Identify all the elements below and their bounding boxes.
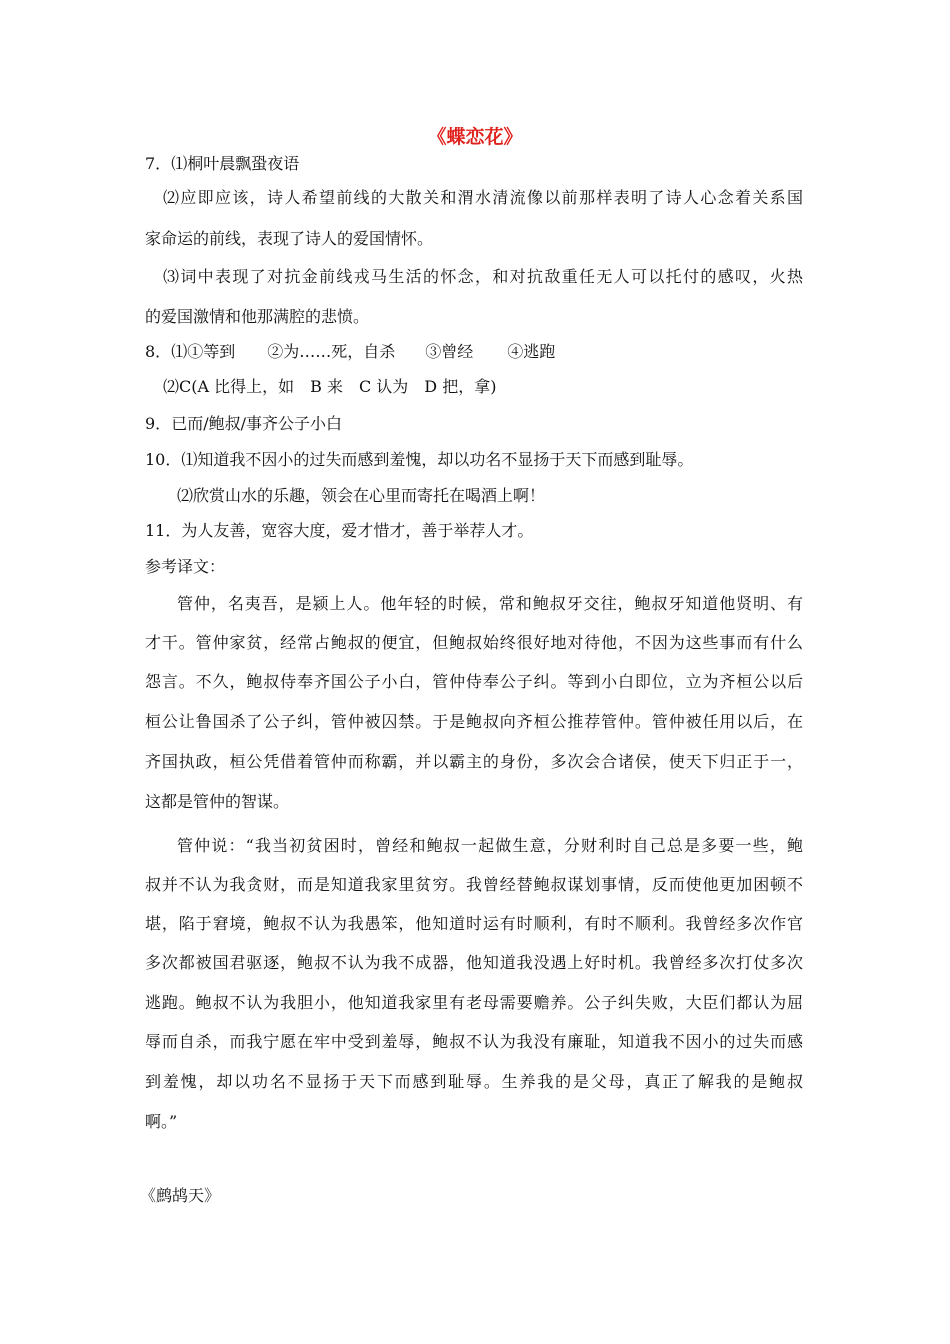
- q11-number: 11．: [145, 521, 182, 540]
- q8-number: 8．: [145, 342, 172, 361]
- q8-answer-1c: ③曾经: [425, 342, 474, 361]
- q7-answer-2-line-2: 家命运的前线，表现了诗人的爱国情怀。: [145, 229, 434, 248]
- para2-text: 到羞愧，却以功名不显扬于天下而感到耻辱。生养我的是父母，真正了解我的是鲍叔: [145, 1072, 803, 1091]
- q9-answer: 已而/鲍叔/事齐公子小白: [171, 414, 342, 433]
- para1-line: [145, 711, 803, 733]
- para1-line: 这都是管仲的智谋。: [145, 792, 290, 811]
- q8-answer-1b: ②为……死，自杀: [267, 342, 396, 361]
- q10-number: 10．: [145, 450, 182, 469]
- para2-line: [145, 992, 803, 1014]
- para1-text: 齐国执政，桓公凭借着管仲而称霸，并以霸主的身份，多次会合诸侯，使天下归正于一，: [145, 752, 803, 771]
- para2-line: [145, 952, 803, 974]
- para1-text: 桓公让鲁国杀了公子纠，管仲被囚禁。于是鲍叔向齐桓公推荐管仲。管仲被任用以后，在: [145, 712, 803, 731]
- q11-line: [145, 520, 533, 542]
- q11-answer: 为人友善，宽容大度，爱才惜才，善于举荐人才。: [181, 521, 534, 540]
- para2-line: [145, 913, 803, 935]
- para1-line: [145, 632, 803, 654]
- para2-line: 啊。”: [145, 1112, 178, 1131]
- q9-line: [145, 413, 342, 435]
- para2-line: [145, 1031, 803, 1053]
- q7-answer-3-line-1: [163, 266, 803, 288]
- q7-answer-2-text-1: ⑵应即应该，诗人希望前线的大散关和渭水清流像以前那样表明了诗人心念着关系国: [163, 188, 803, 207]
- q7-number: 7．: [145, 154, 172, 173]
- q10-line-1: [145, 449, 693, 471]
- para2-text: 辱而自杀，而我宁愿在牢中受到羞辱，鲍叔不认为我没有廉耻，知道我不因小的过失而感: [145, 1032, 803, 1051]
- q8-answer-1d: ④逃跑: [507, 342, 556, 361]
- q10-answer-1: ⑴知道我不因小的过失而感到羞愧，却以功名不显扬于天下而感到耻辱。: [181, 450, 694, 469]
- para1-text: 才干。管仲家贫，经常占鲍叔的便宜，但鲍叔始终很好地对待他，不因为这些事而有什么: [145, 633, 803, 652]
- para2-line: [177, 835, 803, 857]
- q7-answer-1: ⑴桐叶晨飘蛩夜语: [171, 154, 300, 173]
- para2-line: [145, 874, 803, 896]
- next-section-title: 《鹧鸪天》: [140, 1186, 221, 1205]
- q8-answer-1a: ⑴①等到: [171, 342, 236, 361]
- page-title: 《蝶恋花》: [427, 126, 523, 148]
- q7-answer-3-text-1: ⑶词中表现了对抗金前线戎马生活的怀念，和对抗敌重任无人可以托付的感叹，火热: [163, 267, 803, 286]
- para1-line: [177, 593, 803, 615]
- q7-answer-3-line-2: 的爱国激情和他那满腔的悲愤。: [145, 307, 370, 326]
- para2-text: 堪，陷于窘境，鲍叔不认为我愚笨，他知道时运有时顺利，有时不顺利。我曾经多次作官: [145, 914, 803, 933]
- para2-text: 管仲说：“我当初贫困时，曾经和鲍叔一起做生意，分财利时自己总是多要一些，鲍: [177, 836, 803, 855]
- para2-text: 多次都被国君驱逐，鲍叔不认为我不成器，他知道我没遇上好时机。我曾经多次打仗多次: [145, 953, 803, 972]
- para1-line: [145, 751, 803, 773]
- para1-text: 管仲，名夷吾，是颍上人。他年轻的时候，常和鲍叔牙交往，鲍叔牙知道他贤明、有: [177, 594, 803, 613]
- translation-heading: 参考译文：: [145, 557, 226, 576]
- q7-answer-2-line-1: [163, 187, 803, 209]
- para2-text: 逃跑。鲍叔不认为我胆小，他知道我家里有老母需要赡养。公子纠失败，大臣们都认为屈: [145, 993, 803, 1012]
- para2-line: [145, 1071, 803, 1093]
- para2-text: 叔并不认为我贪财，而是知道我家里贫穷。我曾经替鲍叔谋划事情，反而使他更加困顿不: [145, 875, 803, 894]
- q7-line-1: [145, 153, 299, 175]
- q9-number: 9．: [145, 414, 172, 433]
- para1-text: 怨言。不久，鲍叔侍奉齐国公子小白，管仲侍奉公子纠。等到小白即位，立为齐桓公以后: [145, 672, 803, 691]
- q8-line-1: [145, 341, 555, 363]
- q10-answer-2: ⑵欣赏山水的乐趣，领会在心里而寄托在喝酒上啊！: [177, 486, 546, 505]
- para1-line: [145, 671, 803, 693]
- q8-answer-2: ⑵C(A 比得上，如 B 来 C 认为 D 把，拿): [163, 377, 497, 396]
